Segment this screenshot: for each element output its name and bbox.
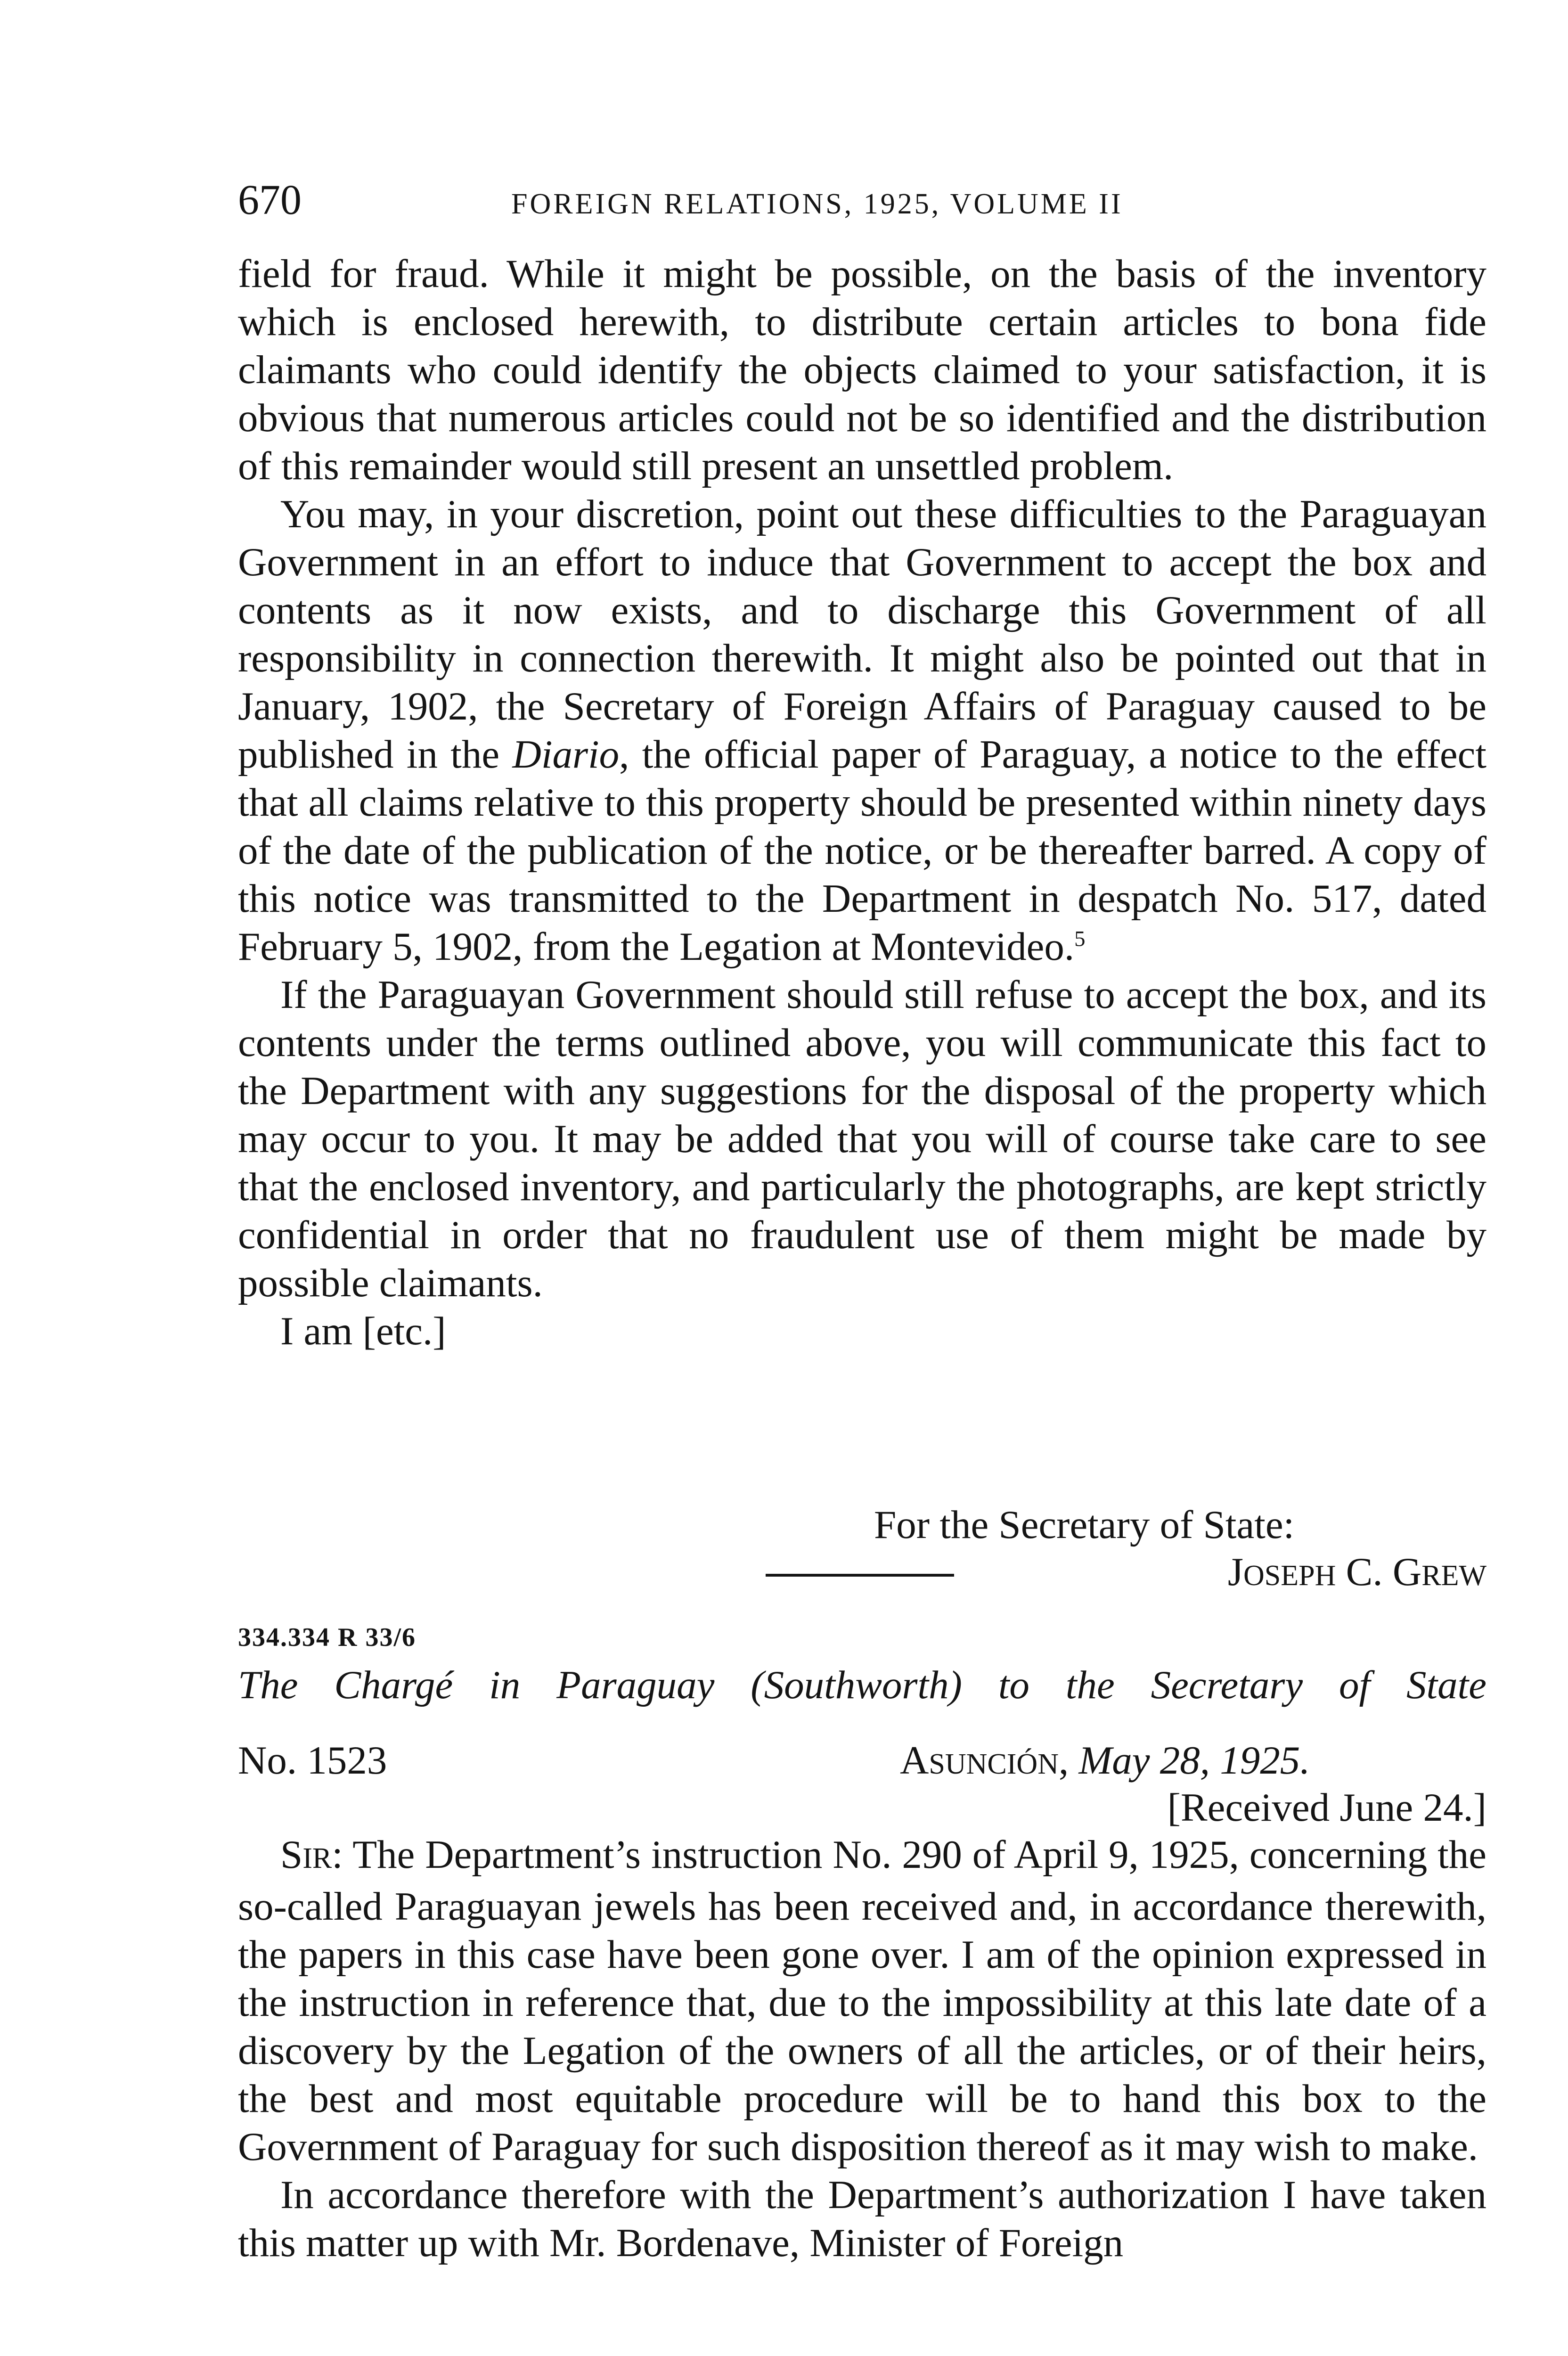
despatch-number: No. 1523 [238,1738,387,1783]
paragraph: field for fraud. While it might be possible, on the basis of the inventory which is enclosed herewith, to distribute certain articles to bona fide claimants who could identify the objects claimed to your satisfaction, it is obvious that numerous articles could not be so identified and the distribution of this remainder would still present an unsettled problem. [238,252,1486,488]
page-header [238,172,1486,229]
paragraph: In accordance therefore with the Department’s authorization I have taken this matter up with Mr. Bordenave, Minister of Foreign [238,2173,1486,2265]
section-divider [766,1574,954,1577]
closing: I am [etc.] [280,1309,446,1353]
despatch-date: May 28, 1925. [1078,1738,1310,1783]
signatory-name: JOSEPH C. GREW [1227,1550,1486,1594]
footnote-reference[interactable]: 5 [1074,926,1086,951]
newspaper-name: Diario [512,732,620,777]
document-title: The Chargé in Paraguay (Southworth) to the Secretary of State [238,1663,1486,1707]
place-and-date: ASUNCIÓN, May 28, 1925. [900,1738,1310,1783]
despatch-body [238,1831,1486,2267]
instruction-continuation [238,250,1486,1355]
paragraph: SIR: The Department’s instruction No. 290 of April 9, 1925, concerning the so-called Paraguayan jewels has been received and, in accordance therewith, the papers in this case have been gone over. I am of the opinion expressed in the instruction in reference that, due to the impossibility at this late date of a discovery by the Legation of the owners of all the articles, or of their heirs, the best and most equitable procedure will be to hand this box to the Government of Paraguay for such disposition thereof as it may wish to make. [238,1832,1486,2169]
running-head: FOREIGN RELATIONS, 1925, VOLUME II [511,188,1123,220]
page-number: 670 [238,177,302,223]
received-date: [Received June 24.] [1167,1785,1486,1830]
file-reference: 334.334 R 33/6 [238,1623,416,1652]
paragraph: If the Paraguayan Government should still refuse to accept the box, and its contents under the terms outlined above, you will communicate this fact to the Department with any suggestions for the disposal of the property which may occur to you. It may be added that you will of course take care to see that the enclosed inventory, and particularly the photographs, are kept strictly confidential in order that no fraudulent use of them might be made by possible claimants. [238,973,1486,1305]
paragraph: You may, in your discretion, point out these difficulties to the Paraguayan Government in an effort to induce that Government to accept the box and contents as it now exists, and to discharge this Government of all responsibility in connection therewith. It might also be pointed out that in January, 1902, the Secretary of Foreign Affairs of Paraguay caused to be published in the Diario, the official paper of Paraguay, a notice to the effect that all claims relative to this property should be presented within ninety days of the date of the publication of the notice, or be thereafter barred. A copy of this notice was transmitted to the Department in despatch No. 517, dated February 5, 1902, from the Legation at Montevideo.$^5$ [238,492,1486,969]
signature-intro: For the Secretary of State: [874,1503,1295,1547]
